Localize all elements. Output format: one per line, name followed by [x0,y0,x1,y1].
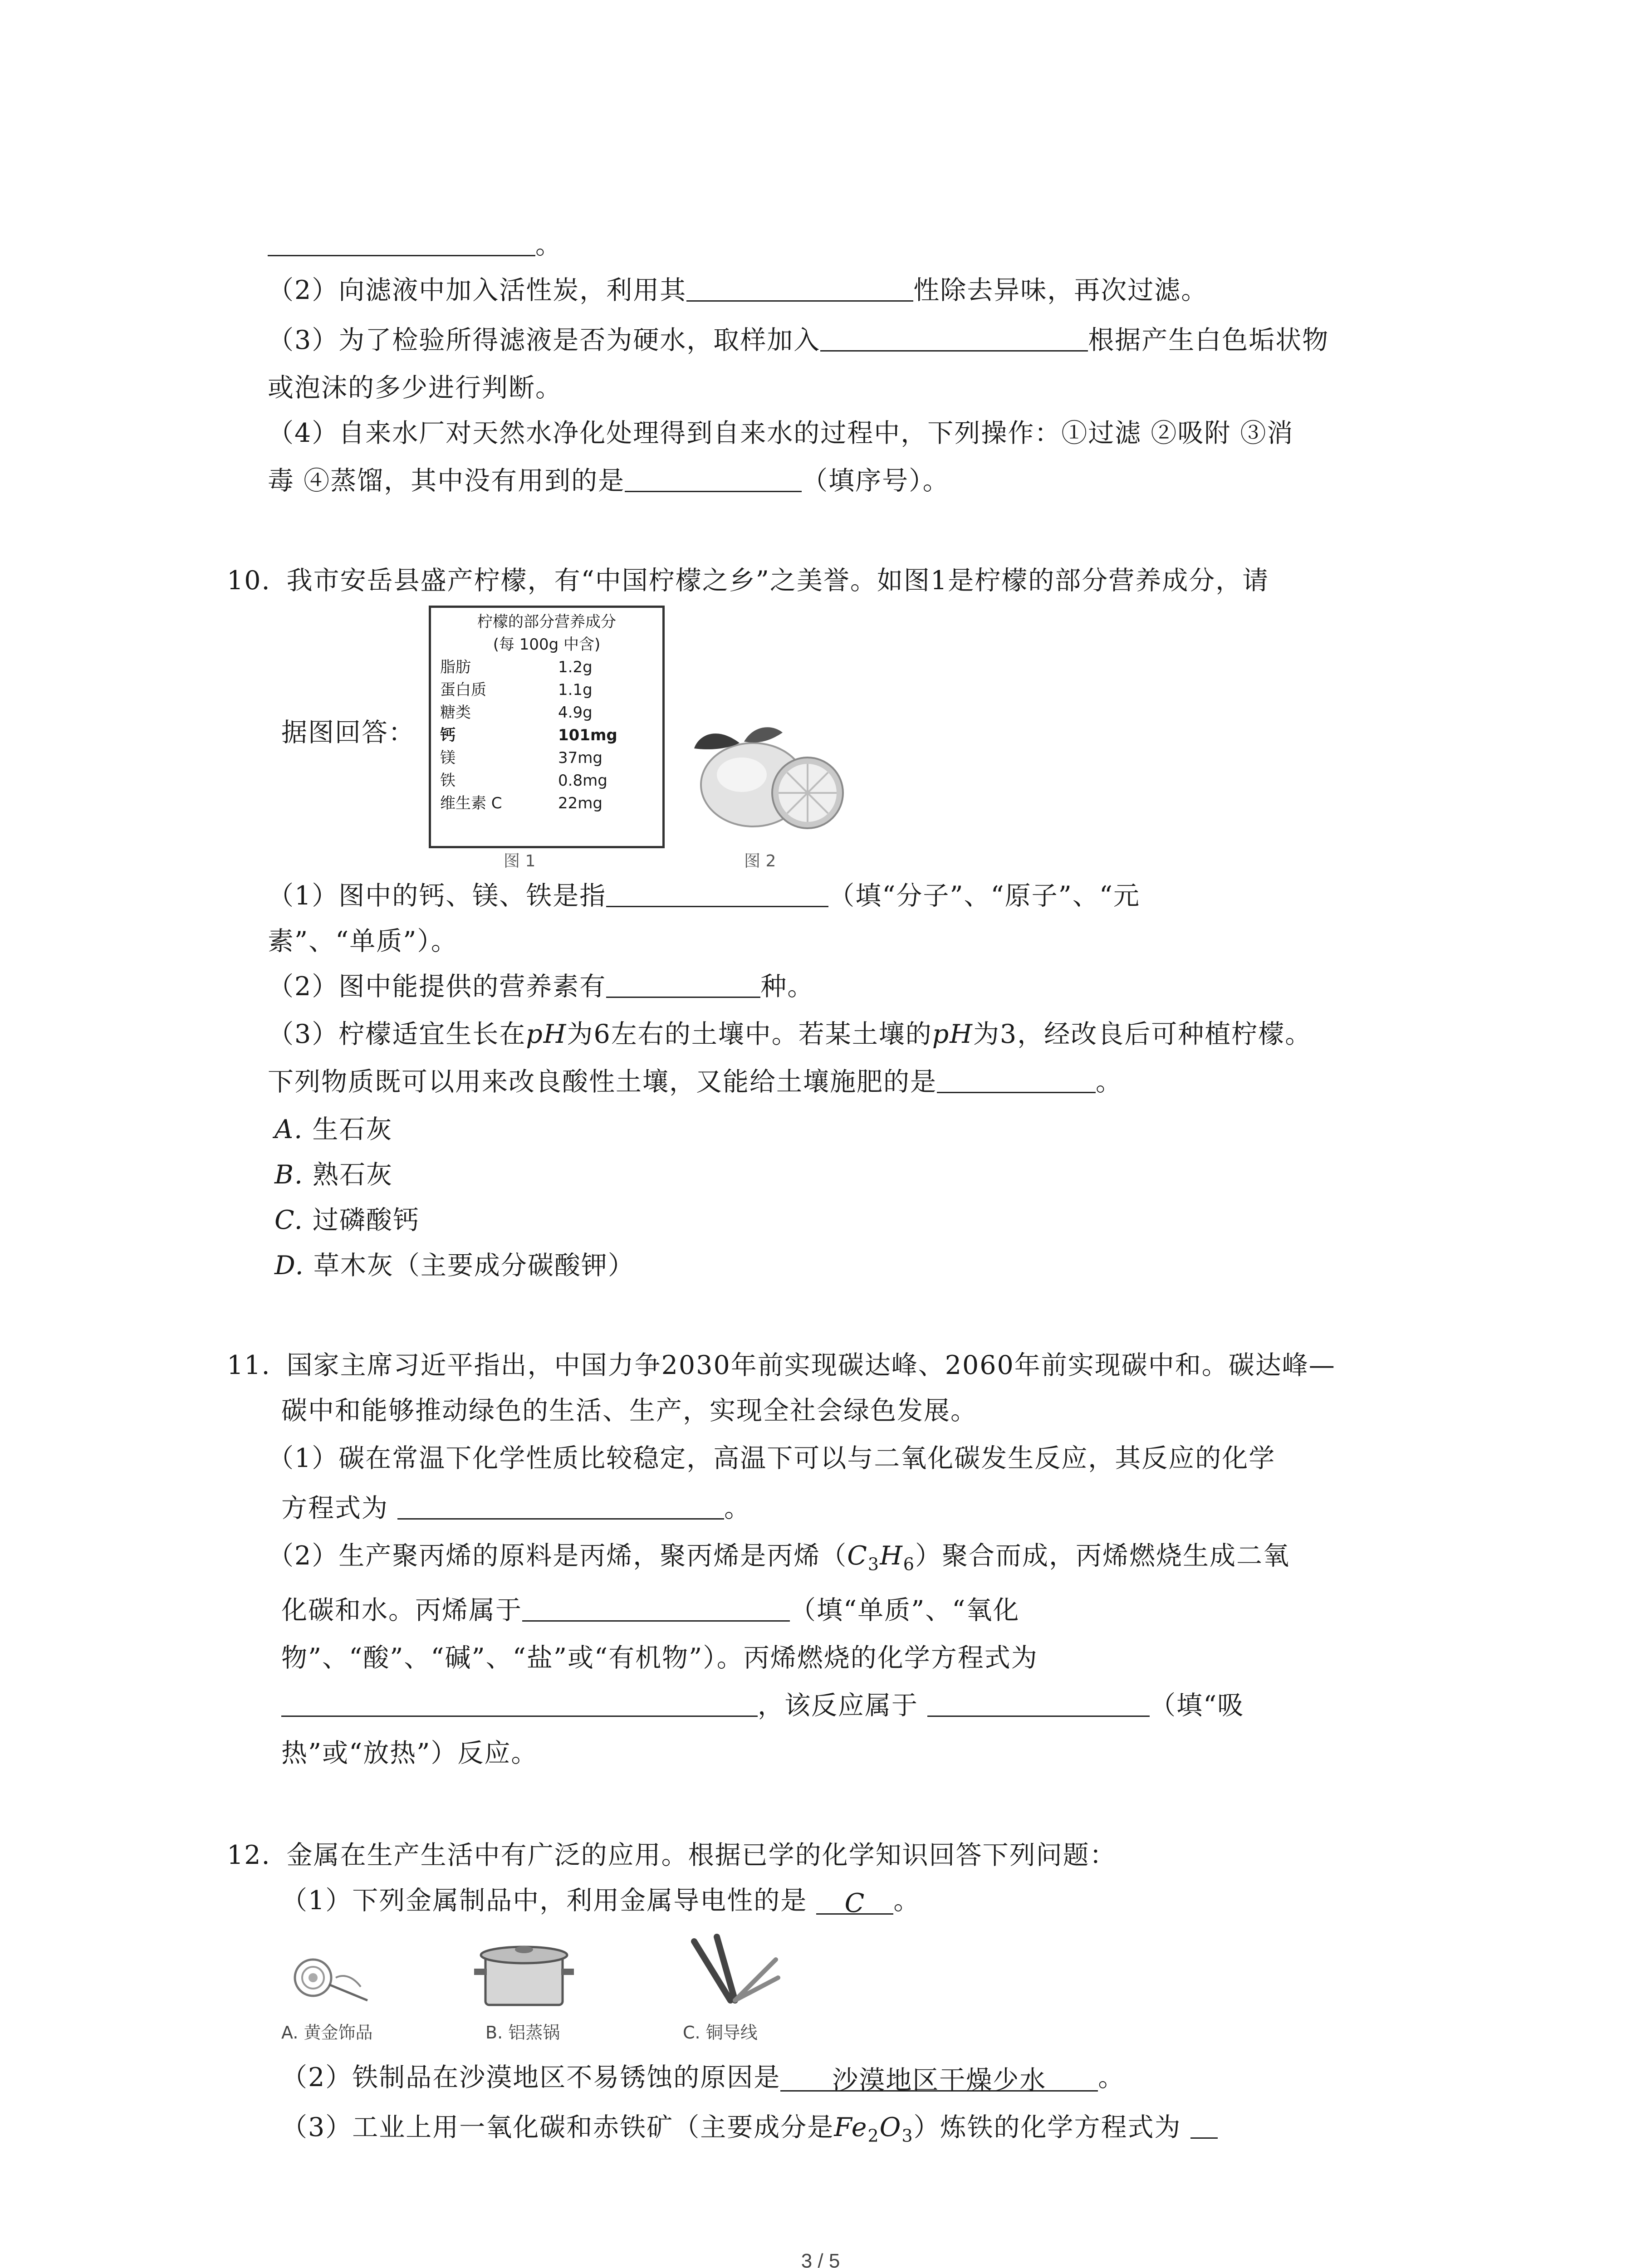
option-d[interactable]: D. 草木灰（主要成分碳酸钾） [274,1251,635,1281]
question-number: 10. [227,566,271,596]
image-caption-c: C. 铜导线 [683,2023,758,2043]
q11-sub-2-cont-3: ，该反应属于 （填“吸 [281,1687,1244,1724]
q9-sub-4: （4）自来水厂对天然水净化处理得到自来水的过程中，下列操作：①过滤 ②吸附 ③消 [268,418,1294,448]
answer-blank[interactable] [606,878,828,907]
q11-sub-2-cont: 化碳和水。丙烯属于 （填“单质”、“氧化 [281,1592,1019,1628]
answer-blank[interactable] [1190,2109,1218,2139]
fig2-caption: 图 2 [744,852,776,870]
answer-blank[interactable] [281,1687,758,1717]
table-row: 钙 101mg [440,726,617,744]
q10-sub-3: （3）柠檬适宜生长在pH为6左右的土壤中。若某土壤的pH为3，经改良后可种植柠檬。 [268,1019,1312,1049]
answer-blank[interactable] [927,1687,1150,1717]
table-row: 脂肪 1.2g [440,658,593,676]
answer-blank[interactable] [625,463,802,492]
table-title: 柠檬的部分营养成分 [477,613,616,631]
q11-sub-2-cont-4: 热”或“放热”）反应。 [281,1738,538,1768]
question-number: 11. [227,1350,271,1380]
q12-sub-2: （2）铁制品在沙漠地区不易锈蚀的原因是 沙漠地区干燥少水 。 [281,2063,1125,2095]
copper-wire-image [676,1932,785,2014]
q9-sub-4-cont: 毒 ④蒸馏，其中没有用到的是 （填序号）。 [268,463,950,499]
q12-sub-3: （3）工业上用一氧化碳和赤铁矿（主要成分是$Fe_2O_3$）炼铁的化学方程式为 [281,2109,1218,2154]
q10-sub-1: （1）图中的钙、镁、铁是指 （填“分子”、“原子”、“元 [268,878,1140,914]
table-subtitle: (每 100g 中含) [493,635,601,654]
q10-lead: 据图回答： [281,718,415,748]
q10-sub-3-cont: 下列物质既可以用来改良酸性土壤，又能给土壤施肥的是 。 [268,1064,1122,1100]
answer-blank[interactable] [522,1592,790,1622]
table-row: 维生素 C 22mg [440,794,603,812]
q10-intro: 10. 我市安岳县盛产柠檬，有“中国柠檬之乡”之美誉。如图1是柠檬的部分营养成分，请 [227,566,1269,596]
page-number: 3 / 5 [801,2250,840,2268]
option-a[interactable]: A. 生石灰 [274,1114,393,1144]
answer-blank[interactable] [268,227,535,256]
table-row: 镁 37mg [440,749,603,767]
answer-blank[interactable] [820,322,1088,352]
answer-blank[interactable] [686,272,913,302]
option-c[interactable]: C. 过磷酸钙 [274,1205,420,1235]
q11-sub-2: （2）生产聚丙烯的原料是丙烯，聚丙烯是丙烯$(C_3H_6)$聚合而成，丙烯燃烧生成二氧 [268,1541,1290,1574]
q11-sub-2-cont-2: 物”、“酸”、“碱”、“盐”或“有机物”）。丙烯燃烧的化学方程式为 [281,1643,1038,1673]
q9-sub-3-cont: 或泡沫的多少进行判断。 [268,373,562,403]
q9-sub-2: （2）向滤液中加入活性炭，利用其 性除去异味，再次过滤。 [268,272,1208,308]
answer-c[interactable]: C [816,1885,893,1915]
q9-line-0: 。 [268,227,562,263]
question-number: 12. [227,1840,271,1870]
q12-sub-1: （1）下列金属制品中，利用金属导电性的是 C 。 [281,1886,921,1918]
q11-line-1: 11. 国家主席习近平指出，中国力争2030年前实现碳达峰、2060年前实现碳中和。碳达峰— [227,1350,1336,1380]
answer-blank[interactable] [937,1064,1096,1093]
answer-blank[interactable] [397,1490,724,1520]
answer-reason[interactable]: 沙漠地区干燥少水 [780,2062,1098,2092]
table-row: 蛋白质 1.1g [440,681,593,699]
lemon-image [685,717,848,830]
q10-sub-1-cont: 素”、“单质”）。 [268,926,458,956]
nutrition-table [429,606,665,848]
aluminum-pot-image [472,1937,576,2014]
table-row: 铁 0.8mg [440,772,607,790]
q9-sub-3: （3）为了检验所得滤液是否为硬水，取样加入 根据产生白色垢状物 [268,322,1329,358]
image-caption-a: A. 黄金饰品 [281,2023,373,2043]
answer-blank[interactable] [606,968,760,998]
gold-jewelry-image [281,1946,372,2014]
option-b[interactable]: B. 熟石灰 [274,1160,393,1190]
image-caption-b: B. 铝蒸锅 [485,2023,560,2043]
q10-sub-2: （2）图中能提供的营养素有 种。 [268,968,814,1005]
q11-line-2: 碳中和能够推动绿色的生活、生产，实现全社会绿色发展。 [281,1396,977,1426]
table-row: 糖类 4.9g [440,704,593,722]
q11-sub-1-cont: 方程式为 。 [281,1490,751,1526]
q12-intro: 12. 金属在生产生活中有广泛的应用。根据已学的化学知识回答下列问题： [227,1840,1117,1870]
q11-sub-1: （1）碳在常温下化学性质比较稳定，高温下可以与二氧化碳发生反应，其反应的化学 [268,1443,1276,1473]
fig1-caption: 图 1 [504,852,536,870]
